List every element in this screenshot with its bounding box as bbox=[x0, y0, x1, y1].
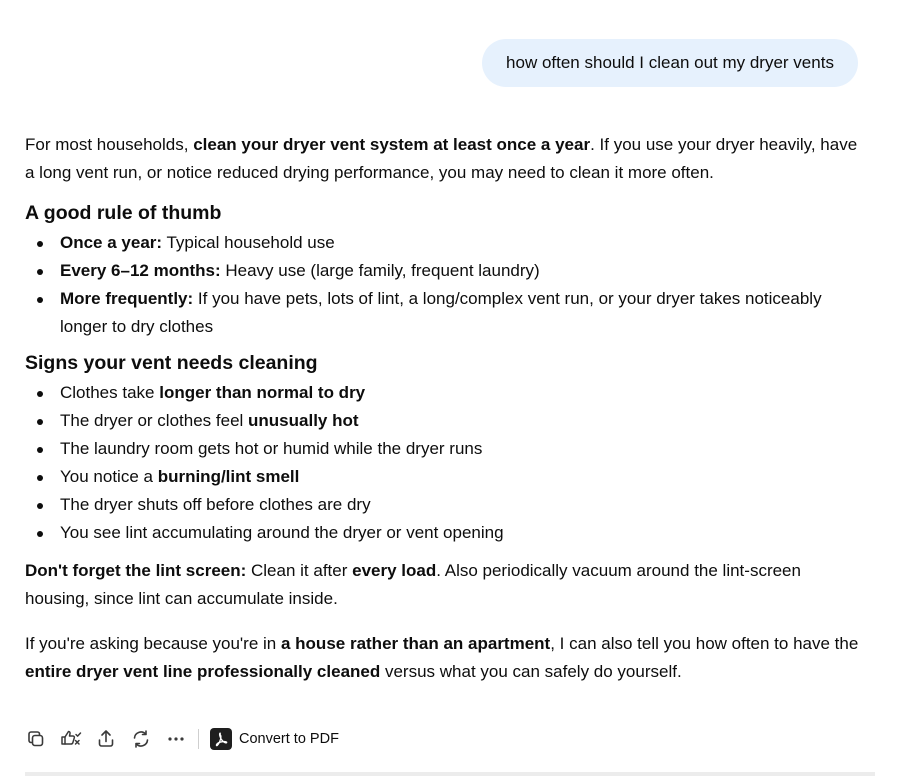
pdf-icon bbox=[210, 728, 232, 750]
more-icon bbox=[166, 729, 186, 749]
item-bold: Once a year: bbox=[60, 233, 163, 252]
item-bold: burning/lint smell bbox=[157, 467, 300, 486]
item-text: Clothes take bbox=[60, 383, 160, 402]
intro-bold: clean your dryer vent system at least once a year bbox=[193, 135, 591, 154]
list-item bbox=[25, 229, 865, 257]
closing-bold: a house rather than an apartment bbox=[280, 634, 551, 653]
bullet-dot bbox=[37, 531, 43, 537]
intro-text: For most households, bbox=[25, 135, 194, 154]
item-text: Heavy use (large family, frequent laundry) bbox=[220, 261, 540, 280]
item-bold: More frequently: bbox=[60, 289, 194, 308]
item-text: Typical household use bbox=[162, 233, 335, 252]
list-item bbox=[25, 435, 865, 463]
lint-bold-label: Don't forget the lint screen: bbox=[25, 561, 247, 580]
list-item bbox=[25, 463, 865, 491]
item-text: The laundry room gets hot or humid while the dryer runs bbox=[60, 439, 483, 458]
signs-list bbox=[25, 379, 865, 547]
item-text: The dryer shuts off before clothes are dry bbox=[60, 495, 371, 514]
list-item bbox=[25, 491, 865, 519]
user-message-bubble bbox=[482, 39, 858, 87]
copy-icon bbox=[26, 729, 46, 749]
bullet-dot bbox=[37, 475, 43, 481]
feedback-icon bbox=[60, 729, 82, 749]
list-item bbox=[25, 285, 865, 341]
closing-text-end: versus what you can safely do yourself. bbox=[380, 662, 682, 681]
list-item bbox=[25, 519, 865, 547]
share-button[interactable] bbox=[95, 728, 117, 750]
closing-bold-2: entire dryer vent line professionally cleaned bbox=[25, 662, 381, 681]
bullet-dot bbox=[37, 297, 43, 303]
regenerate-icon bbox=[131, 729, 151, 749]
share-icon bbox=[96, 729, 116, 749]
closing-paragraph bbox=[25, 630, 865, 686]
list-item bbox=[25, 407, 865, 435]
regenerate-button[interactable] bbox=[130, 728, 152, 750]
item-text: The dryer or clothes feel bbox=[60, 411, 249, 430]
composer-top-edge bbox=[25, 772, 875, 776]
response-action-bar bbox=[25, 725, 339, 753]
rule-of-thumb-list bbox=[25, 229, 865, 341]
bullet-dot bbox=[37, 419, 43, 425]
user-message-text: how often should I clean out my dryer vents bbox=[506, 53, 834, 72]
bullet-dot bbox=[37, 503, 43, 509]
lint-bold: every load bbox=[352, 561, 437, 580]
item-bold: Every 6–12 months: bbox=[60, 261, 221, 280]
intro-paragraph bbox=[25, 131, 865, 187]
list-item bbox=[25, 379, 865, 407]
lint-screen-paragraph bbox=[25, 557, 865, 613]
lint-text-end: . Also periodically vacuum around the lint-screen housing, since lint can accumulate inside. bbox=[25, 561, 801, 608]
bullet-dot bbox=[37, 447, 43, 453]
more-options-button[interactable] bbox=[165, 728, 187, 750]
bullet-dot bbox=[37, 391, 43, 397]
intro-text-end: . If you use your dryer heavily, have a long vent run, or notice reduced drying performance, you may need to clean it more often. bbox=[25, 135, 858, 182]
item-bold: unusually hot bbox=[248, 411, 359, 430]
convert-to-pdf-button[interactable] bbox=[210, 728, 339, 750]
item-text: If you have pets, lots of lint, a long/complex vent run, or your dryer takes noticeably longer to dry clothes bbox=[60, 289, 822, 336]
item-bold: longer than normal to dry bbox=[159, 383, 366, 402]
lint-text: Clean it after bbox=[246, 561, 353, 580]
list-item bbox=[25, 257, 865, 285]
item-text: You notice a bbox=[60, 467, 158, 486]
signs-heading: Signs your vent needs cleaning bbox=[25, 352, 318, 374]
copy-button[interactable] bbox=[25, 728, 47, 750]
toolbar-divider bbox=[198, 729, 199, 749]
convert-to-pdf-label: Convert to PDF bbox=[239, 731, 339, 747]
feedback-button[interactable] bbox=[60, 728, 82, 750]
closing-text-mid: , I can also tell you how often to have the bbox=[550, 634, 859, 653]
rule-of-thumb-heading: A good rule of thumb bbox=[25, 202, 222, 224]
closing-text: If you're asking because you're in bbox=[25, 634, 281, 653]
assistant-response bbox=[25, 131, 865, 686]
bullet-dot bbox=[37, 241, 43, 247]
item-text: You see lint accumulating around the dryer or vent opening bbox=[60, 523, 504, 542]
bullet-dot bbox=[37, 269, 43, 275]
